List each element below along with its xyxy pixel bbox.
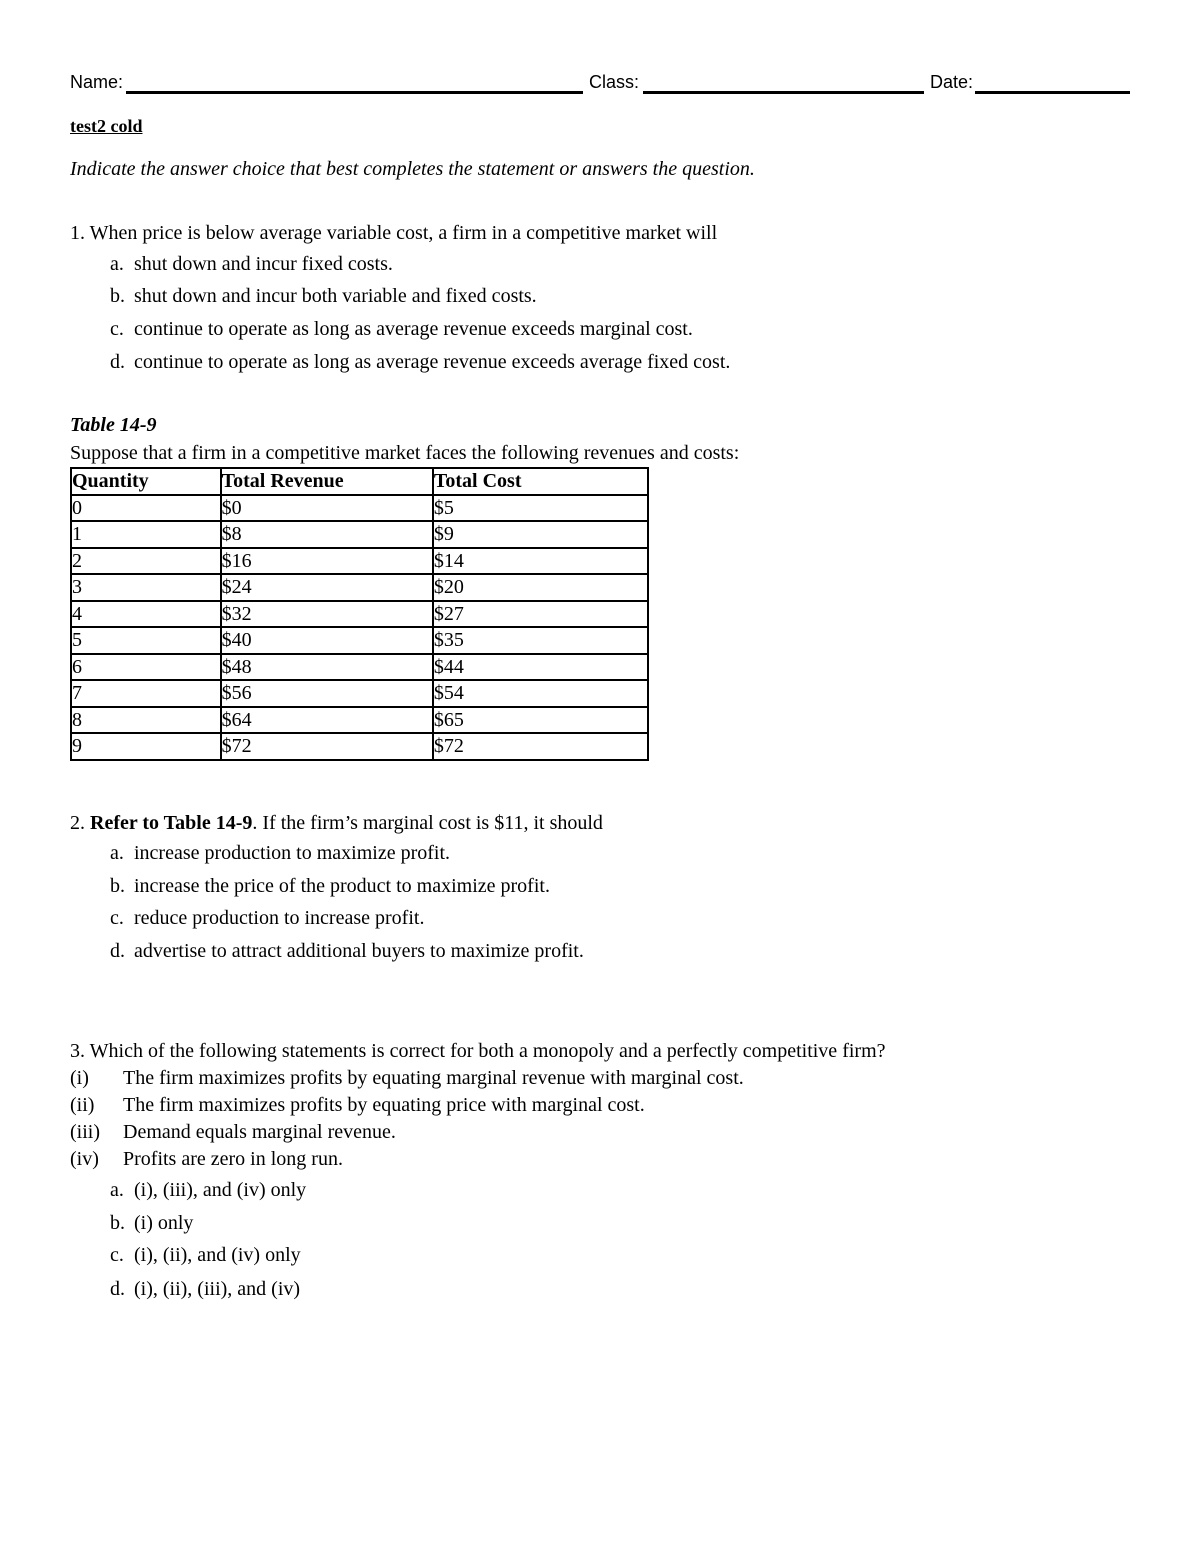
q2-suffix: . If the firm’s marginal cost is $11, it should: [252, 812, 603, 834]
q2-choice-d[interactable]: [110, 939, 584, 963]
class-field[interactable]: [643, 91, 924, 94]
cell-total-cost: $20: [433, 574, 648, 601]
choice-text: reduce production to increase profit.: [134, 907, 425, 929]
choice-letter: b.: [110, 1212, 125, 1234]
revenue-cost-table: [70, 467, 649, 761]
choice-text: increase the price of the product to maximize profit.: [134, 875, 550, 897]
cell-quantity: 2: [71, 548, 221, 575]
cell-total-revenue: $40: [221, 627, 433, 654]
cell-quantity: 3: [71, 574, 221, 601]
cell-quantity: 6: [71, 654, 221, 681]
table-row: [71, 680, 648, 707]
choice-letter: a.: [110, 253, 124, 275]
q1-choice-b[interactable]: [110, 284, 537, 308]
q3-statement-i: [70, 1066, 744, 1090]
cell-total-revenue: $72: [221, 733, 433, 760]
cell-quantity: 7: [71, 680, 221, 707]
choice-text: continue to operate as long as average revenue exceeds marginal cost.: [134, 318, 693, 340]
instructions: Indicate the answer choice that best completes the statement or answers the question.: [70, 158, 755, 180]
choice-text: (i), (iii), and (iv) only: [134, 1179, 307, 1201]
cell-quantity: 0: [71, 495, 221, 522]
cell-total-cost: $14: [433, 548, 648, 575]
choice-text: (i), (ii), and (iv) only: [134, 1244, 301, 1266]
choice-letter: a.: [110, 1179, 124, 1201]
cell-total-cost: $27: [433, 601, 648, 628]
cell-total-cost: $65: [433, 707, 648, 734]
cell-total-revenue: $64: [221, 707, 433, 734]
cell-total-revenue: $48: [221, 654, 433, 681]
cell-total-revenue: $0: [221, 495, 433, 522]
table-row: [71, 521, 648, 548]
cell-total-cost: $72: [433, 733, 648, 760]
cell-total-revenue: $8: [221, 521, 433, 548]
cell-total-cost: $5: [433, 495, 648, 522]
name-field[interactable]: [126, 91, 583, 94]
choice-letter: b.: [110, 875, 125, 897]
cell-quantity: 9: [71, 733, 221, 760]
q1-choice-a[interactable]: [110, 252, 393, 276]
date-label: Date:: [930, 72, 974, 92]
q3-statement-iii: [70, 1120, 396, 1144]
cell-quantity: 5: [71, 627, 221, 654]
header-total-revenue: Total Revenue: [221, 468, 433, 495]
choice-letter: c.: [110, 1244, 124, 1266]
table-row: [71, 733, 648, 760]
q1-choice-d[interactable]: [110, 350, 730, 374]
cell-quantity: 8: [71, 707, 221, 734]
table-intro: Suppose that a firm in a competitive market faces the following revenues and costs:: [70, 442, 740, 464]
table-row: [71, 601, 648, 628]
choice-letter: c.: [110, 907, 124, 929]
test-title: test2 cold: [70, 116, 143, 136]
header-quantity: Quantity: [71, 468, 221, 495]
statement-text: The firm maximizes profits by equating marginal revenue with marginal cost.: [123, 1067, 744, 1089]
cell-total-revenue: $56: [221, 680, 433, 707]
table-row: [71, 574, 648, 601]
table-header-row: [71, 468, 648, 495]
name-label: Name:: [70, 72, 124, 92]
q2-choice-c[interactable]: [110, 906, 424, 930]
choice-text: (i) only: [134, 1212, 194, 1234]
table-row: [71, 548, 648, 575]
choice-letter: c.: [110, 318, 124, 340]
table-row: [71, 627, 648, 654]
choice-letter: a.: [110, 842, 124, 864]
question-1-stem: 1. When price is below average variable cost, a firm in a competitive market will: [70, 222, 718, 244]
header-total-cost: Total Cost: [433, 468, 648, 495]
question-2-stem: [70, 811, 603, 835]
cell-total-revenue: $16: [221, 548, 433, 575]
date-field[interactable]: [975, 91, 1130, 94]
cell-quantity: 1: [71, 521, 221, 548]
choice-text: continue to operate as long as average revenue exceeds average fixed cost.: [134, 351, 731, 373]
statement-number: (ii): [70, 1094, 95, 1116]
statement-number: (i): [70, 1067, 89, 1089]
cell-total-cost: $9: [433, 521, 648, 548]
cell-total-revenue: $24: [221, 574, 433, 601]
choice-text: shut down and incur both variable and fixed costs.: [134, 285, 537, 307]
choice-text: increase production to maximize profit.: [134, 842, 451, 864]
statement-number: (iii): [70, 1121, 100, 1143]
table-row: [71, 495, 648, 522]
choice-letter: d.: [110, 1278, 125, 1300]
class-label: Class:: [589, 72, 640, 92]
question-3-stem: 3. Which of the following statements is correct for both a monopoly and a perfectly competitive firm?: [70, 1040, 886, 1062]
cell-quantity: 4: [71, 601, 221, 628]
q2-table-reference: Refer to Table 14-9: [90, 812, 253, 834]
statement-text: The firm maximizes profits by equating price with marginal cost.: [123, 1094, 645, 1116]
q3-statement-ii: [70, 1093, 645, 1117]
q3-choice-b[interactable]: [110, 1211, 193, 1235]
choice-letter: d.: [110, 940, 125, 962]
statement-text: Demand equals marginal revenue.: [123, 1121, 396, 1143]
q1-choice-c[interactable]: [110, 317, 693, 341]
q2-choice-a[interactable]: [110, 841, 450, 865]
q3-statement-iv: [70, 1147, 343, 1171]
table-caption: Table 14-9: [70, 414, 157, 436]
choice-letter: b.: [110, 285, 125, 307]
cell-total-revenue: $32: [221, 601, 433, 628]
cell-total-cost: $44: [433, 654, 648, 681]
q2-choice-b[interactable]: [110, 874, 550, 898]
cell-total-cost: $35: [433, 627, 648, 654]
q3-choice-a[interactable]: [110, 1178, 306, 1202]
q3-choice-d[interactable]: [110, 1277, 300, 1301]
q3-choice-c[interactable]: [110, 1243, 301, 1267]
choice-letter: d.: [110, 351, 125, 373]
table-row: [71, 707, 648, 734]
q2-prefix: 2.: [70, 812, 90, 834]
table-row: [71, 654, 648, 681]
statement-text: Profits are zero in long run.: [123, 1148, 343, 1170]
cell-total-cost: $54: [433, 680, 648, 707]
choice-text: advertise to attract additional buyers to maximize profit.: [134, 940, 584, 962]
choice-text: shut down and incur fixed costs.: [134, 253, 393, 275]
choice-text: (i), (ii), (iii), and (iv): [134, 1278, 301, 1300]
statement-number: (iv): [70, 1148, 99, 1170]
